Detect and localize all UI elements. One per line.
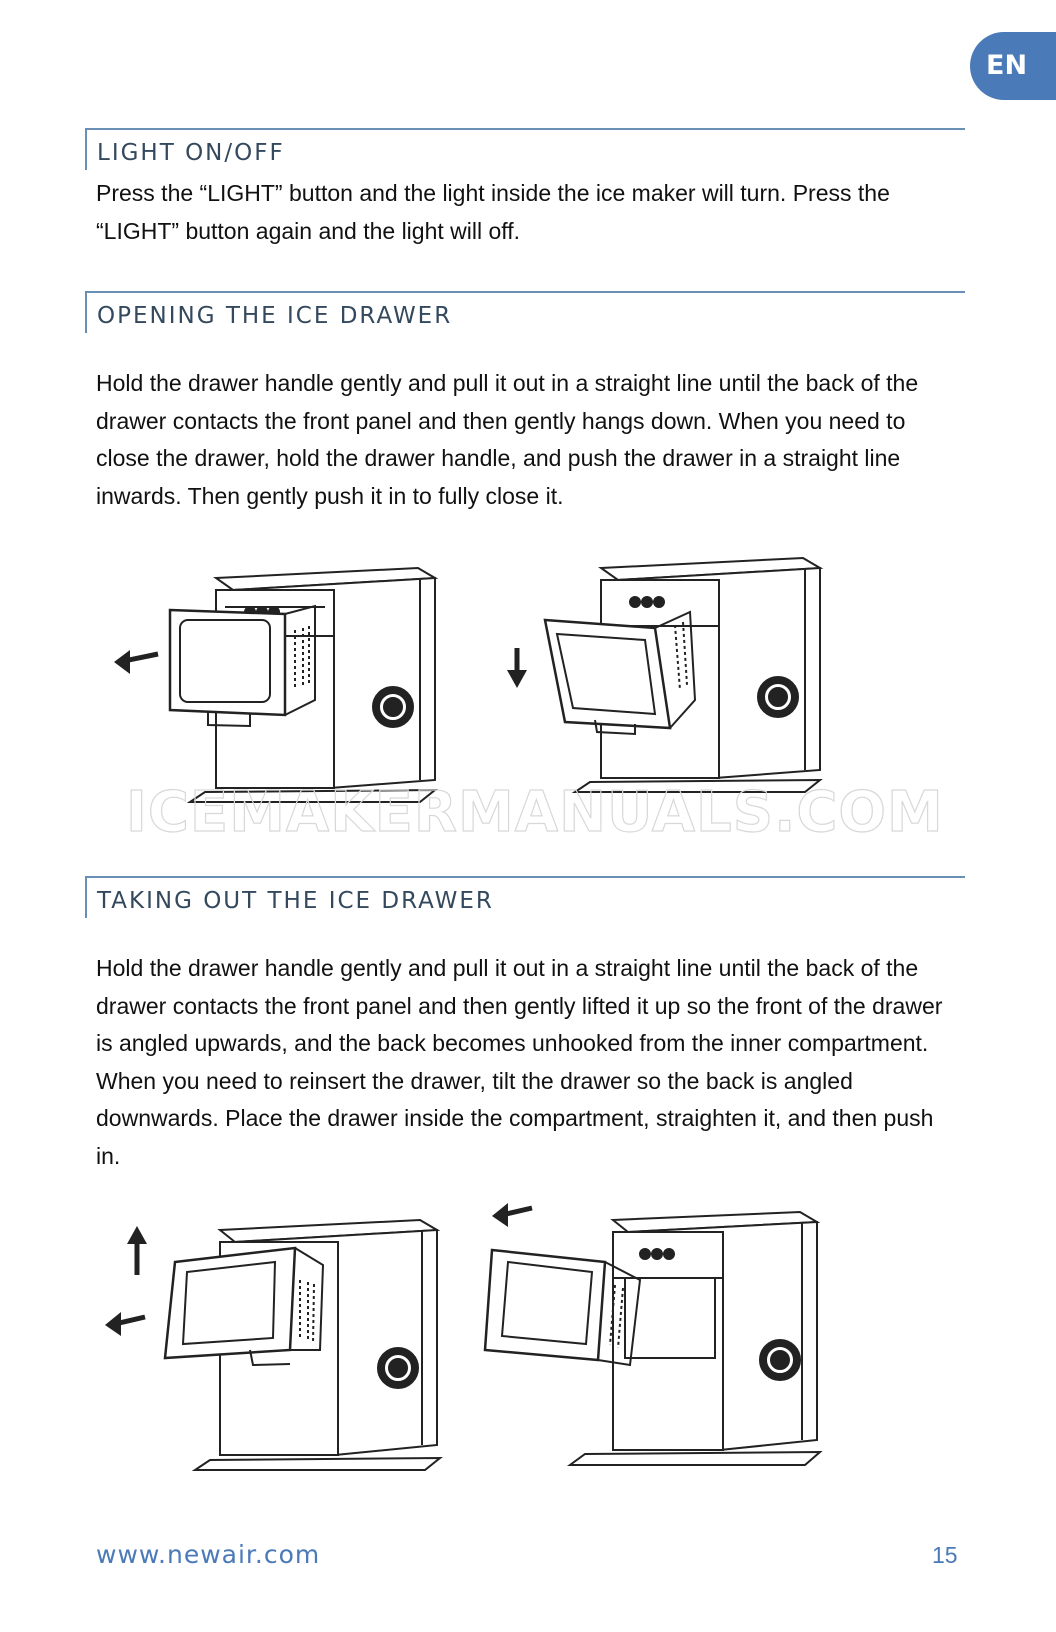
figure-drawer-hangs-down bbox=[485, 550, 845, 810]
page-number: 15 bbox=[932, 1542, 958, 1568]
ice-maker-illustration bbox=[170, 568, 435, 802]
section-taking-out bbox=[85, 876, 965, 918]
section-light bbox=[85, 128, 965, 170]
figure-pull-drawer-out bbox=[100, 550, 460, 810]
paragraph: Press the “LIGHT” button and the light inside the ice maker will turn. Press the “LIGHT” button again and the light will off. bbox=[96, 180, 890, 244]
ice-maker-illustration bbox=[165, 1220, 440, 1470]
ice-maker-illustration bbox=[545, 558, 820, 792]
opening-body bbox=[96, 365, 956, 515]
figure-reinsert-drawer bbox=[480, 1200, 840, 1475]
footer-url[interactable]: www.newair.com bbox=[96, 1540, 321, 1569]
ice-maker-illustration bbox=[485, 1212, 820, 1465]
section-header bbox=[85, 128, 965, 170]
taking-out-body bbox=[96, 950, 956, 1175]
section-opening bbox=[85, 291, 965, 333]
language-tab: EN bbox=[970, 32, 1056, 100]
paragraph: Hold the drawer handle gently and pull it out in a straight line until the back of the drawer contacts the front panel and then gently hangs down. When you need to close the drawer, hold the drawer handle, and push the drawer in a straight line inwards. Then gently push it in to fully close it. bbox=[96, 370, 919, 509]
light-body bbox=[96, 175, 956, 250]
watermark: ICEMAKERMANUALS.COM bbox=[126, 780, 944, 845]
pull-left-arrow-icon bbox=[105, 1312, 145, 1336]
section-title: TAKING OUT THE ICE DRAWER bbox=[97, 888, 494, 914]
paragraph: Hold the drawer handle gently and pull it out in a straight line until the back of the drawer contacts the front panel and then gently lifted it up so the front of the drawer is angled upwards, and the back becomes unhooked from the inner compartment. When you need to reinsert the drawer, tilt the drawer so the back is angled downwards. Place the drawer inside the compartment, straighten it, and then push in. bbox=[96, 955, 943, 1169]
section-header bbox=[85, 876, 965, 918]
pull-left-arrow-icon bbox=[114, 650, 158, 674]
section-title: LIGHT ON/OFF bbox=[97, 140, 285, 166]
figure-lift-drawer-out bbox=[95, 1200, 455, 1475]
hang-down-arrow-icon bbox=[507, 648, 527, 688]
section-header bbox=[85, 291, 965, 333]
section-title: OPENING THE ICE DRAWER bbox=[97, 303, 453, 329]
push-in-arrow-icon bbox=[492, 1203, 532, 1227]
lift-up-arrow-icon bbox=[127, 1226, 147, 1275]
